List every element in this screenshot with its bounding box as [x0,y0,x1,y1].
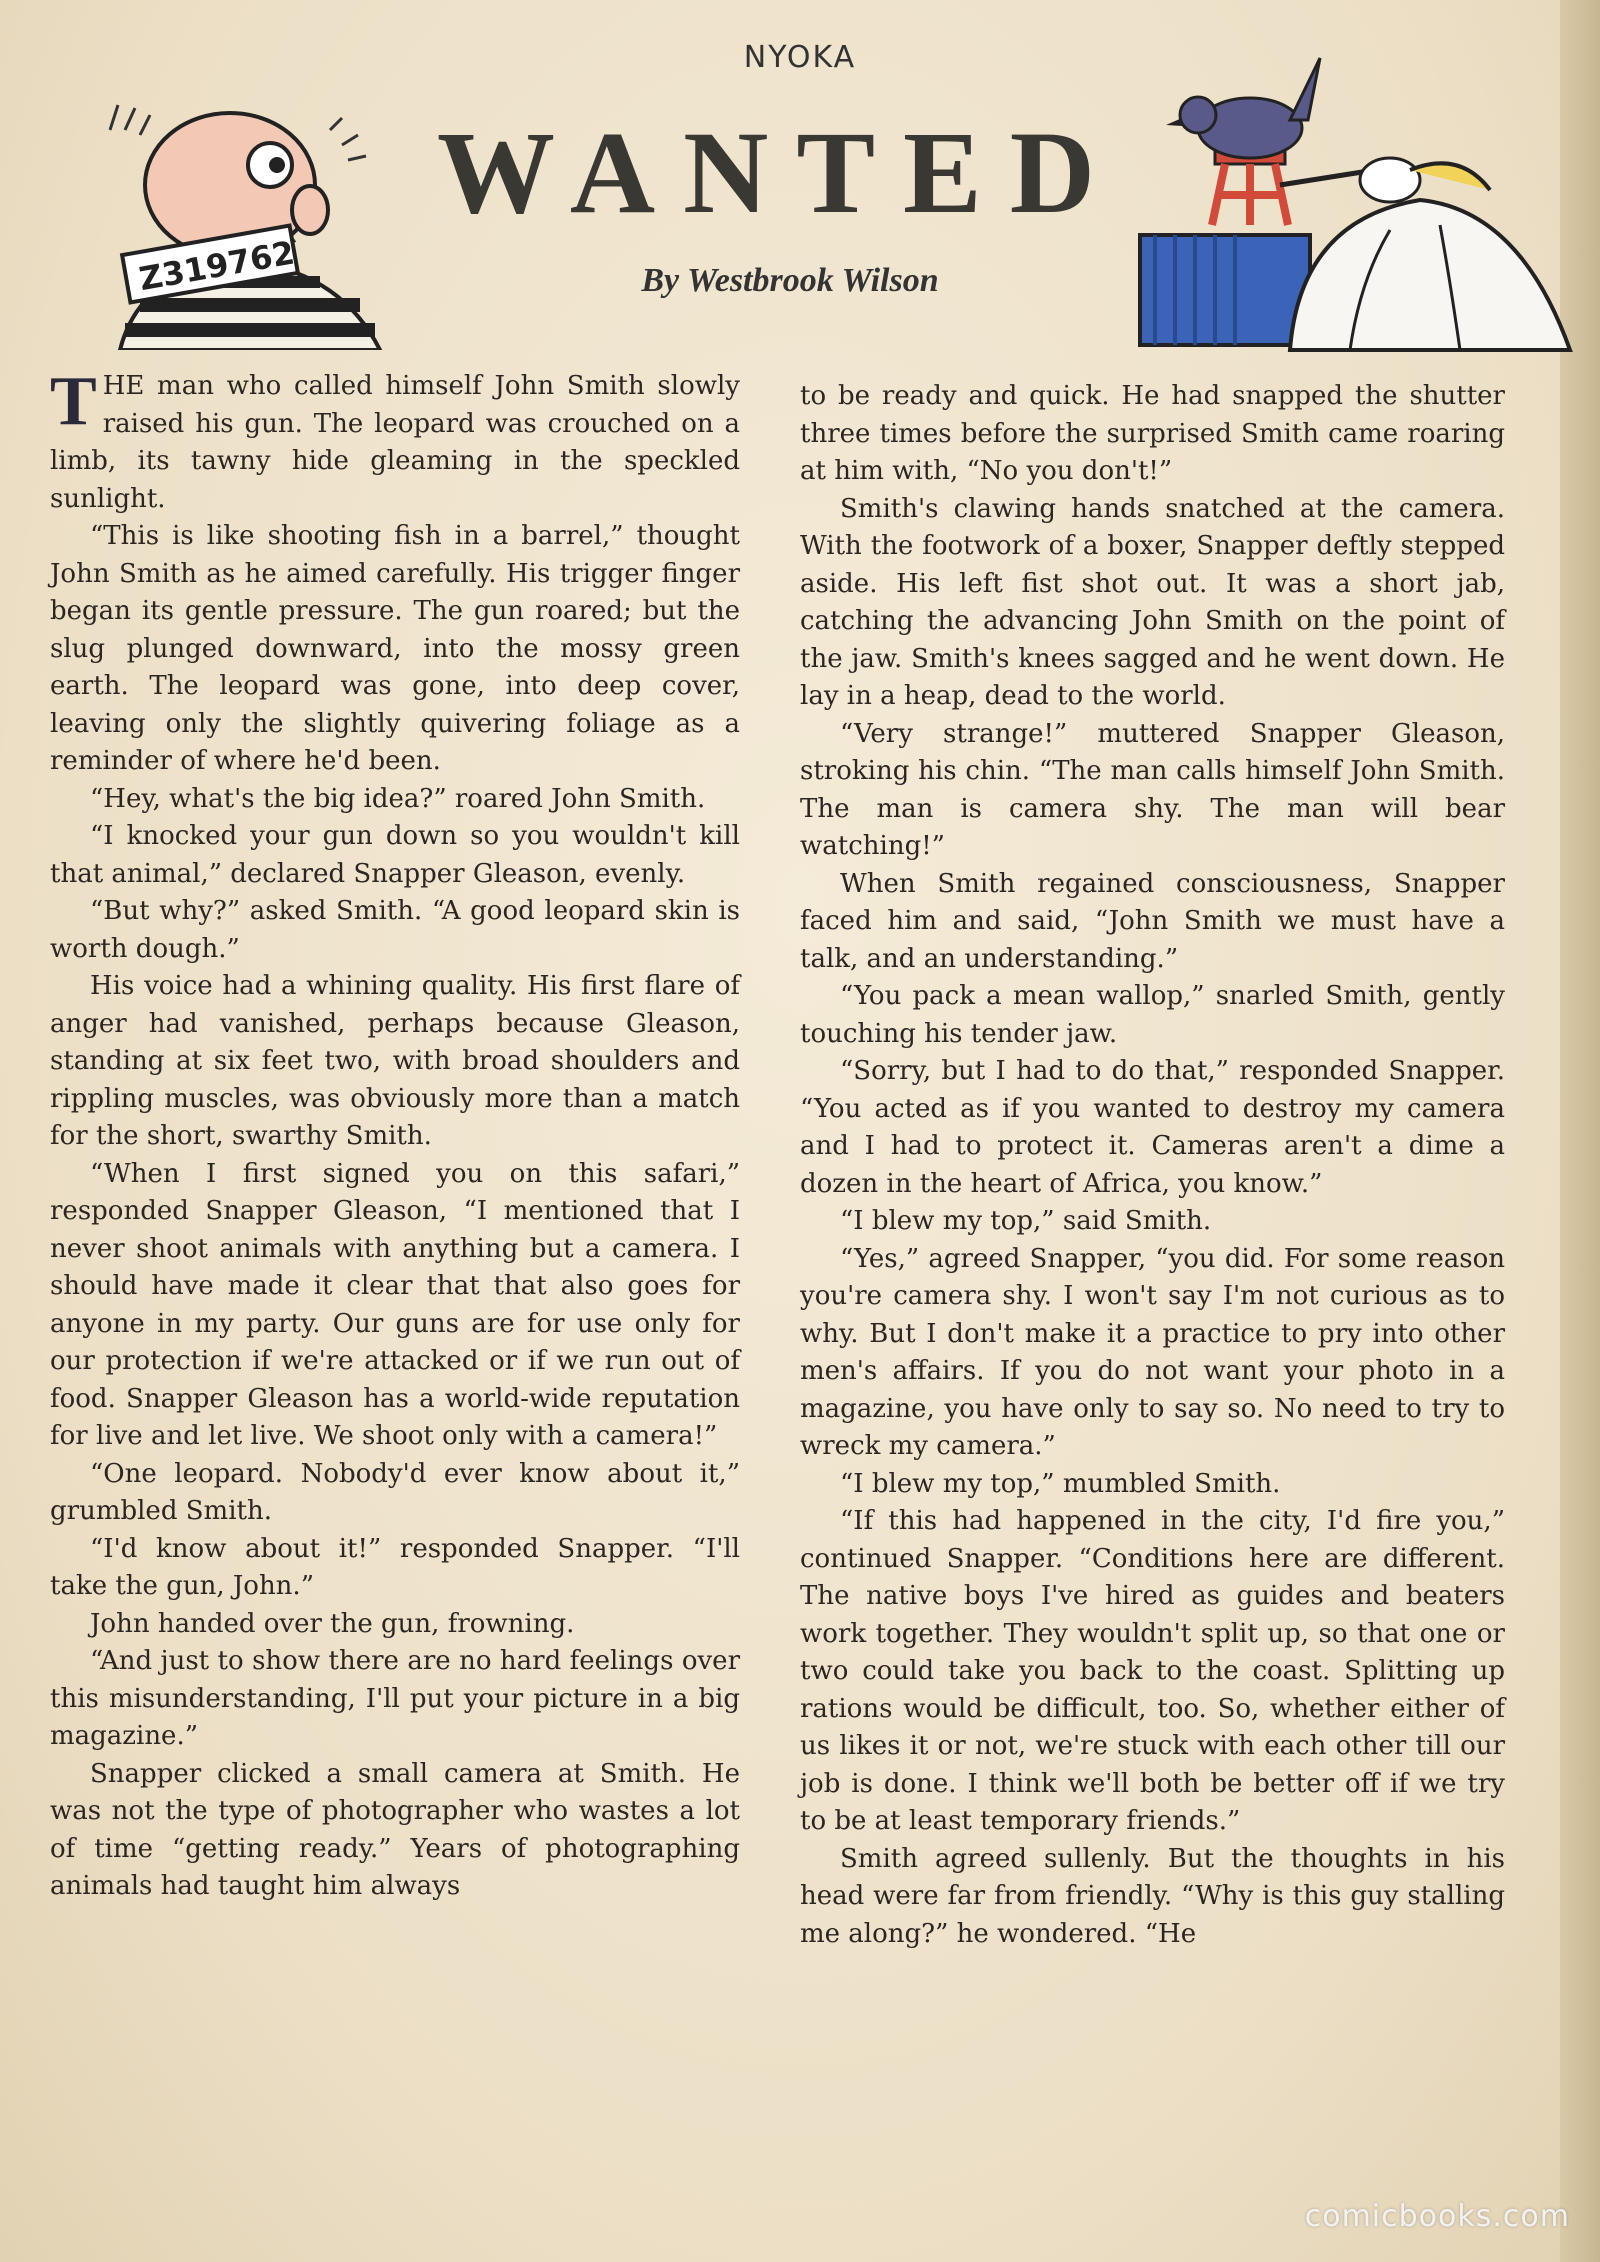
magazine-header: NYOKA [743,40,857,75]
paragraph: “When I first signed you on this safari,” responded Snapper Gleason, “I mentioned that I never shoot animals with anything but a camera. I should have made it clear that that also goes for anyone in my party. Our guns are for use only for our protection if we're attacked or if we run out of food. Snapper Gleason has a world-wide reputation for live and let live. We shoot only with a camera!” [50,1158,740,1451]
paragraph: “Sorry, but I had to do that,” responded Snapper. “You acted as if you wanted to destroy my camera and I had to protect it. Cameras aren't a dime a dozen in the heart of Africa, you know.” [800,1056,1505,1199]
paragraph: “If this had happened in the city, I'd fire you,” continued Snapper. “Conditions here are different. The native boys I've hired as guides and beaters work together. They wouldn't split up, so that one or two could take you back to the coast. Splitting up rations would be difficult, too. So, whether either of us likes it or not, we're stuck with each other till our job is done. I think we'll both be better off if we try to be at least temporary friends.” [800,1506,1505,1836]
paragraph: “I'd know about it!” responded Snapper. “I'll take the gun, John.” [50,1533,740,1601]
paragraph: His voice had a whining quality. His first flare of anger had vanished, perhaps because Gleason, standing at six feet two, with broad shoulders and rippling muscles, was obviously more than a match for the short, swarthy Smith. [50,971,740,1151]
story-column-left [50,363,740,1906]
paragraph: “I blew my top,” said Smith. [840,1206,1212,1236]
convict-cartoon-illustration [80,100,400,350]
paragraph: Snapper clicked a small camera at Smith. He was not the type of photographer who wastes a lot of time “getting ready.” Years of photographing animals had taught him always [50,1758,740,1901]
paragraph: “Yes,” agreed Snapper, “you did. For some reason you're camera shy. I won't say I'm not curious as to why. But I don't make it a practice to pry into other men's affairs. If you do not want your photo in a magazine, you have only to say so. No need to try to wreck my camera.” [800,1243,1505,1461]
paragraph: to be ready and quick. He had snapped the shutter three times before the surprised Smith came roaring at him with, “No you don't!” [800,381,1505,486]
paragraph: “I blew my top,” mumbled Smith. [840,1468,1281,1499]
convict-number: Z319762 [136,233,298,299]
paragraph: John handed over the gun, frowning. [90,1608,575,1639]
paragraph: “You pack a mean wallop,” snarled Smith, gently touching his tender jaw. [800,981,1505,1049]
paragraph: “One leopard. Nobody'd ever know about it,” grumbled Smith. [50,1458,740,1526]
drop-cap: T [50,363,97,440]
paragraph: “Hey, what's the big idea?” roared John Smith. [90,783,706,814]
story-byline: By Westbrook Wilson [641,262,939,299]
paragraph: “But why?” asked Smith. “A good leopard skin is worth dough.” [50,896,740,964]
paragraph: THE man who called himself John Smith slowly raised his gun. The leopard was crouched on a limb, its tawny hide gleaming in the speckled sunlight. [50,363,740,514]
paragraph: Smith's clawing hands snatched at the camera. With the footwork of a boxer, Snapper deftly stepped aside. His left fist shot out. It was a short jab, catching the advancing John Smith on the point of the jaw. Smith's knees sagged and he went down. He lay in a heap, dead to the world. [800,493,1505,711]
site-watermark: comicbooks.com [1304,2199,1570,2234]
paragraph: “Very strange!” muttered Snapper Gleason, stroking his chin. “The man calls himself John Smith. The man is camera shy. The man will bear watching!” [800,718,1505,861]
paragraph: “This is like shooting fish in a barrel,” thought John Smith as he aimed carefully. His trigger finger began its gentle pressure. The gun roared; but the slug plunged downward, into the mossy green earth. The leopard was gone, into deep cover, leaving only the slightly quivering foliage as a reminder of where he'd been. [50,521,740,776]
photographer-bird-illustration [1120,50,1580,370]
story-title: WANTED [437,107,1123,238]
paragraph: When Smith regained consciousness, Snapper faced him and said, “John Smith we must have a talk, and an understanding.” [800,868,1505,974]
paragraph: Smith agreed sullenly. But the thoughts in his head were far from friendly. “Why is this guy stalling me along?” he wondered. “He [800,1843,1505,1949]
story-column-right [800,378,1505,1953]
paragraph: “And just to show there are no hard feelings over this misunderstanding, I'll put your picture in a big magazine.” [50,1646,740,1751]
paragraph: “I knocked your gun down so you wouldn't kill that animal,” declared Snapper Gleason, evenly. [50,821,740,889]
